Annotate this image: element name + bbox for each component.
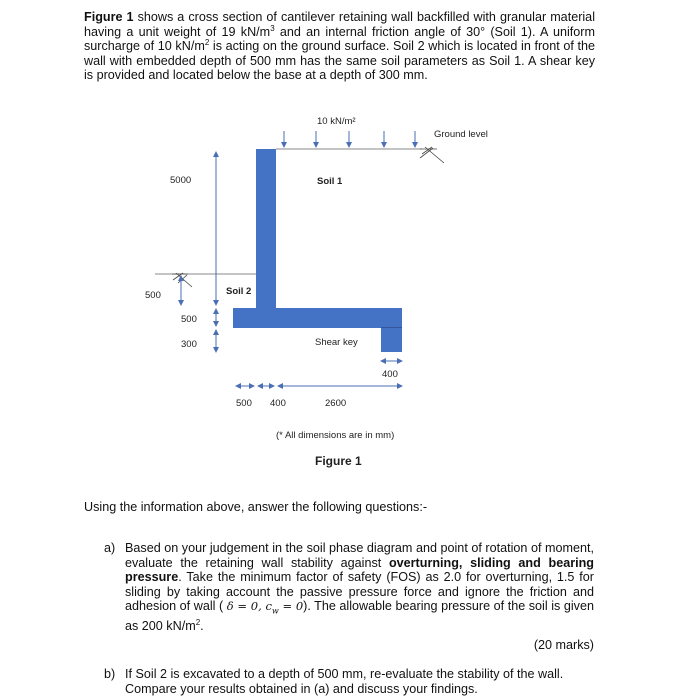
dim-base-thickness: 500 [181, 314, 197, 325]
surcharge-arrows [284, 131, 415, 147]
instruction-text: Using the information above, answer the following questions:- [84, 500, 428, 514]
figure-caption: Figure 1 [315, 454, 362, 468]
dim-stem-width: 400 [270, 398, 286, 409]
superscript: 2 [195, 618, 201, 628]
ground-level-label: Ground level [434, 129, 488, 140]
math-text: δ = 0, c [226, 599, 272, 614]
superscript: 2 [204, 38, 210, 47]
dim-toe: 500 [236, 398, 252, 409]
dim-key-width: 400 [382, 369, 398, 380]
figure-reference: Figure 1 [84, 10, 134, 24]
dim-heel: 2600 [325, 398, 347, 409]
math-subscript: w [271, 606, 279, 616]
bold-text: overturning, sliding and bearing pressure [125, 555, 594, 585]
shear-key-label: Shear key [315, 337, 358, 348]
surcharge-label: 10 kN/m² [317, 116, 356, 127]
soil2-label: Soil 2 [226, 286, 252, 297]
wall-base [233, 308, 402, 328]
dim-key-depth: 300 [181, 339, 197, 350]
question-text: . Take the minimum factor of safety (FOS) as 2.0 for overturning, 1.5 for sliding by taking account the passive pressure force and ignore the friction and adhesion of wall ( [125, 570, 594, 614]
intro-text: is acting on the ground surface. Soil 2 which is located in front of the wall with embedded depth of 500 mm has the same soil parameters as Soil 1. A shear key is provided and located below the base at a depth of 300 mm. [84, 39, 595, 83]
soil1-label: Soil 1 [317, 176, 343, 187]
wall-stem [256, 149, 276, 309]
dim-embed: 500 [145, 290, 161, 301]
ground-symbol-icon [172, 273, 192, 287]
dim-stem-height: 5000 [170, 175, 192, 186]
question-b-label: b) [104, 667, 116, 681]
superscript: 3 [270, 23, 275, 33]
intro-text: and an internal friction angle of 30° (Soil 1). A uniform surcharge of 10 kN/m [84, 24, 595, 54]
question-a-label: a) [104, 541, 116, 555]
math-text: = 0 [278, 599, 304, 614]
dimension-arrows [181, 152, 402, 386]
dimension-note: (* All dimensions are in mm) [276, 430, 395, 441]
question-a-text [125, 541, 594, 634]
ground-symbol-icon [420, 147, 444, 163]
question-text: . [200, 619, 204, 634]
question-b-text: If Soil 2 is excavated to a depth of 500 mm, re-evaluate the stability of the wall. Compare your results obtained in (a) and discuss your findings. [125, 667, 564, 696]
shear-key [381, 327, 402, 352]
marks-label: (20 marks) [533, 638, 594, 652]
question-text: Based on your judgement in the soil phase diagram and point of rotation of moment, evaluate the retaining wall stability against [125, 541, 594, 570]
math-expression [226, 599, 304, 616]
question-text: ). The allowable bearing pressure of the soil is given as 200 kN/m [125, 599, 594, 634]
intro-text: shows a cross section of cantilever retaining wall backfilled with granular material having a unit weight of 19 kN/m [84, 10, 595, 39]
